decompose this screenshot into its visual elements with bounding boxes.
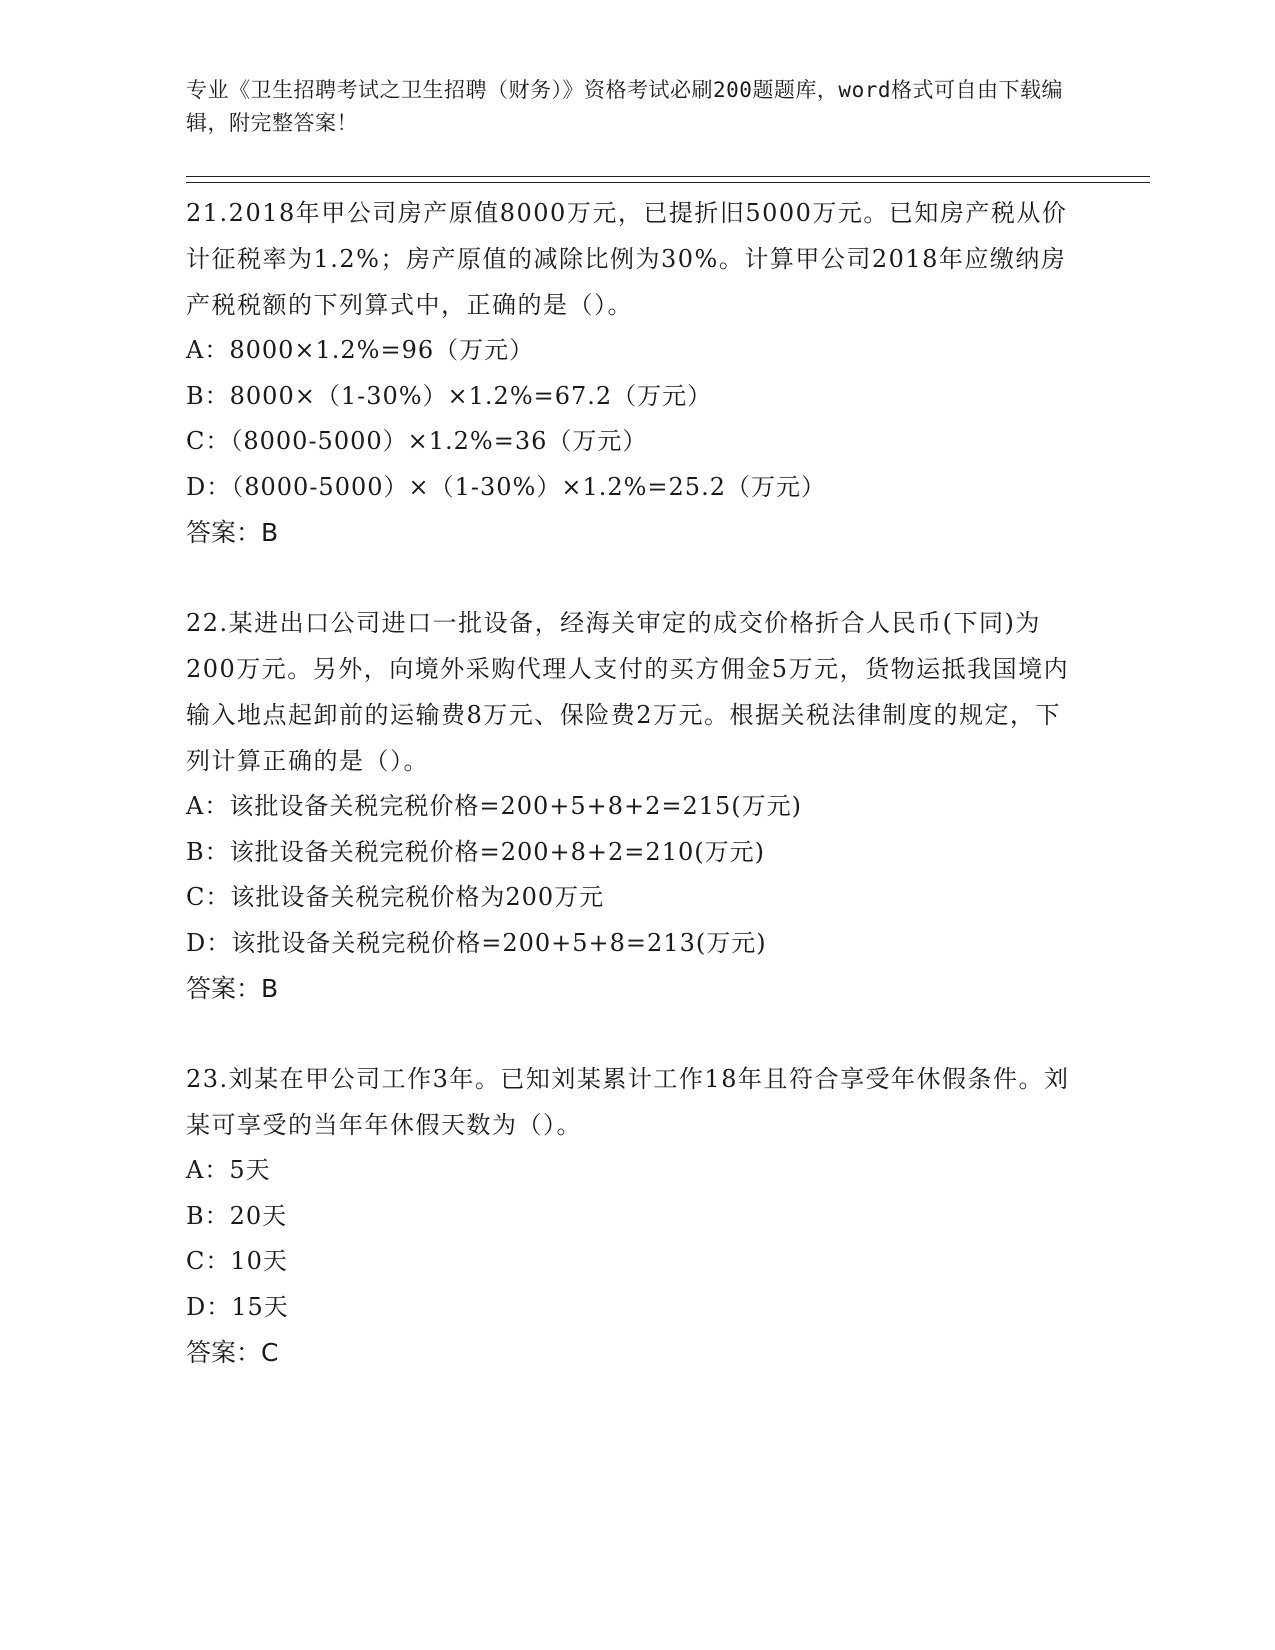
answer-label: 答案：B <box>186 974 279 1003</box>
question-21 <box>186 190 1086 556</box>
option-a: A：5天 <box>186 1156 271 1184</box>
document-header: 专业《卫生招聘考试之卫生招聘（财务）》资格考试必刷200题题库，word格式可自由下载编辑，附完整答案！ <box>186 78 1063 135</box>
question-list <box>186 190 1086 1420</box>
option-c: C：（8000-5000）×1.2%=36（万元） <box>186 427 648 455</box>
answer-label: 答案：C <box>186 1338 279 1367</box>
question-stem: 23.刘某在甲公司工作3年。已知刘某累计工作18年且符合享受年休假条件。刘某可享受的当年年休假天数为（）。 <box>186 1065 1070 1139</box>
option-d: D：该批设备关税完税价格=200+5+8=213(万元) <box>186 928 767 957</box>
option-b: B：20天 <box>186 1201 288 1230</box>
header-divider-top <box>186 176 1150 177</box>
question-23 <box>186 1056 1086 1376</box>
option-d: D：15天 <box>186 1292 289 1321</box>
option-c: C：10天 <box>186 1247 288 1275</box>
option-a: A：8000×1.2%=96（万元） <box>186 336 535 364</box>
question-stem: 22.某进出口公司进口一批设备，经海关审定的成交价格折合人民币(下同)为200万元。另外，向境外采购代理人支付的买方佣金5万元，货物运抵我国境内输入地点起卸前的运输费8万元、保险费2万元。根据关税法律制度的规定，下列计算正确的是（）。 <box>186 609 1070 775</box>
question-22 <box>186 600 1086 1012</box>
option-c: C：该批设备关税完税价格为200万元 <box>186 883 605 911</box>
answer-label: 答案：B <box>186 518 279 547</box>
header-divider-bottom <box>186 182 1150 183</box>
question-stem: 21.2018年甲公司房产原值8000万元，已提折旧5000万元。已知房产税从价计征税率为1.2%；房产原值的减除比例为30%。计算甲公司2018年应缴纳房产税税额的下列算式中，正确的是（）。 <box>186 199 1068 319</box>
option-d: D：（8000-5000）×（1-30%）×1.2%=25.2（万元） <box>186 472 826 501</box>
option-a: A：该批设备关税完税价格=200+5+8+2=215(万元) <box>186 792 803 820</box>
option-b: B：8000×（1-30%）×1.2%=67.2（万元） <box>186 381 713 410</box>
option-b: B：该批设备关税完税价格=200+8+2=210(万元) <box>186 837 765 866</box>
